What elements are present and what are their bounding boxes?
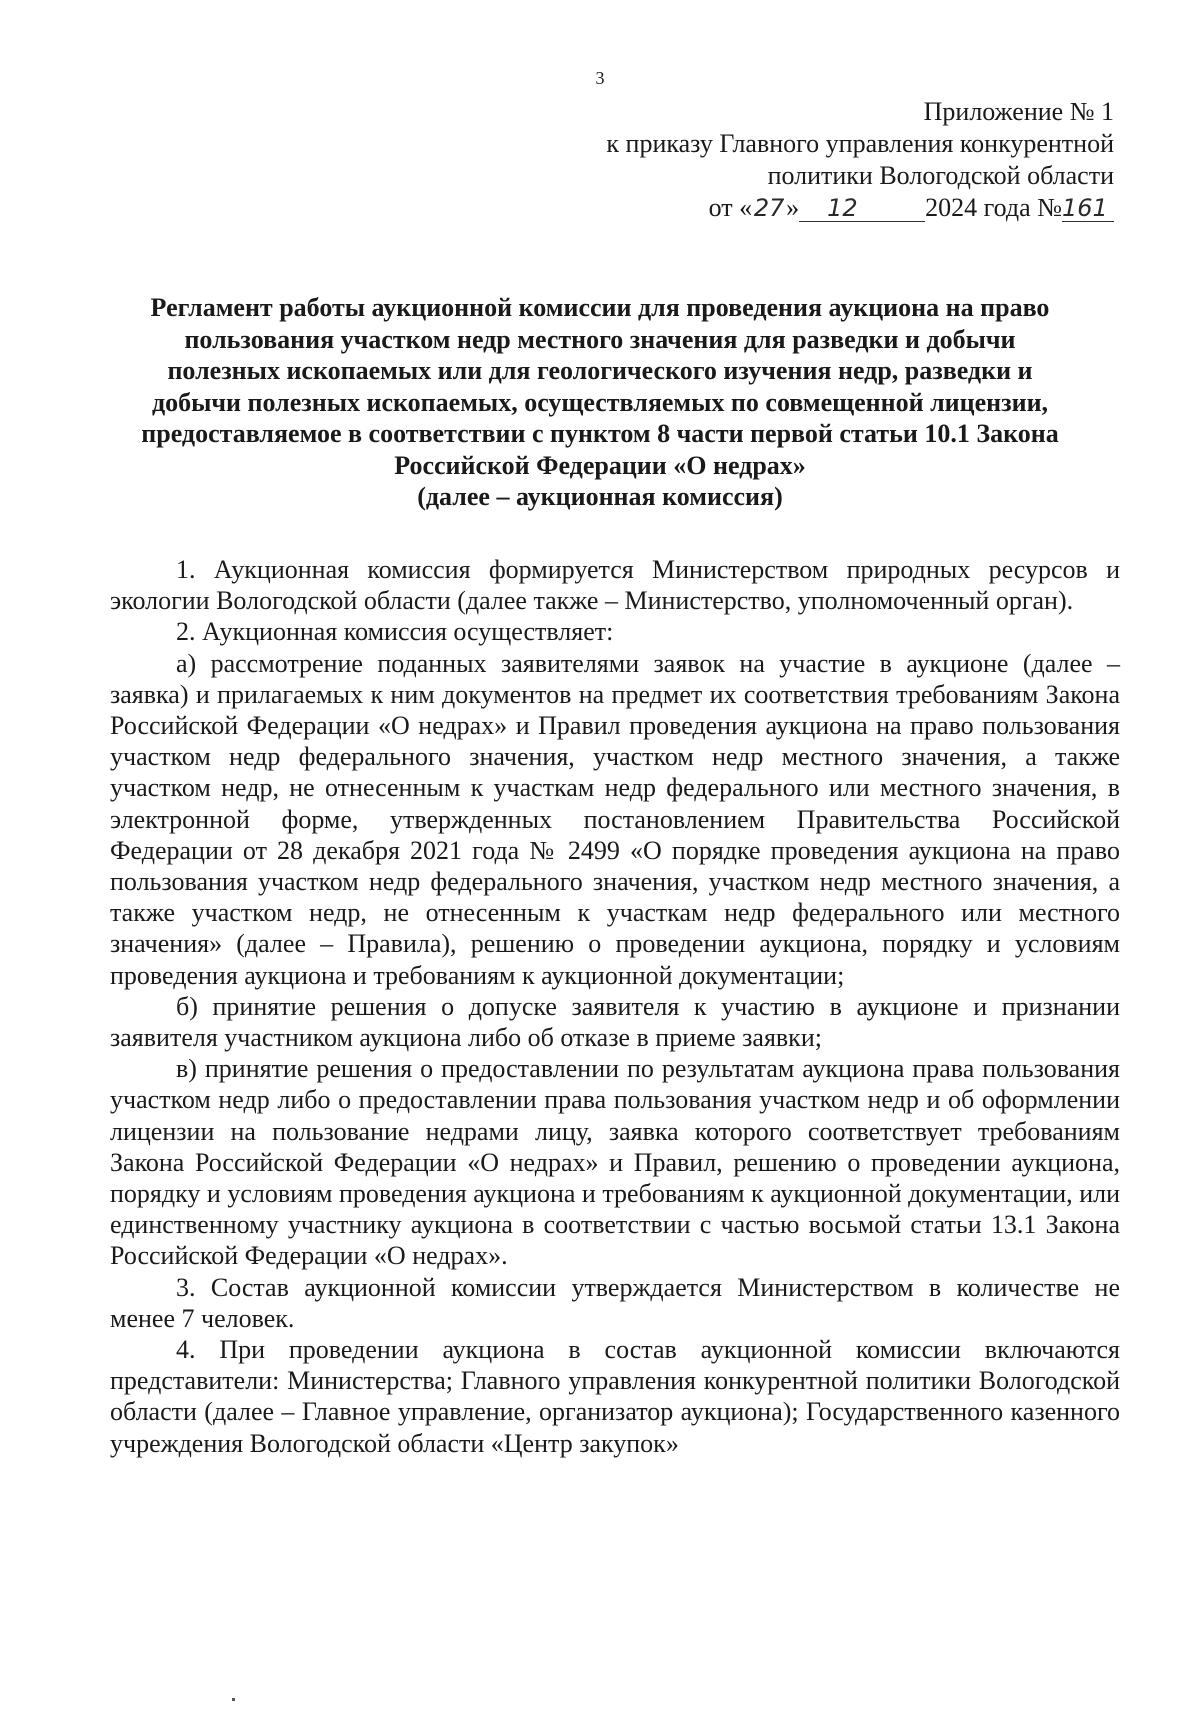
title-line-3: полезных ископаемых или для геологического изучения недр, разведки и	[167, 356, 1033, 385]
date-prefix: от «	[708, 193, 753, 222]
title-line-2: пользования участком недр местного значения для разведки и добычи	[184, 324, 1016, 354]
appendix-header	[494, 96, 1114, 224]
paragraph-2c: в) принятие решения о предоставлении по результатам аукциона права пользования участком недр либо о предоставлении права пользования участком недр и об оформлении лицензии на пользование недрами лицу, заявка которого соответствует требованиям Закона Российской Федерации «О недрах» и Правил, решению о проведении аукциона, порядку и условиям проведения аукциона и требованиям к аукционной документации, или единственному участнику аукциона в соответствии с частью восьмой статьи 13.1 Закона Российской Федерации «О недрах».	[110, 1054, 1120, 1271]
year-text: 2024 года №	[925, 193, 1062, 222]
handwritten-month: 12	[799, 195, 925, 222]
paragraph-2a: а) рассмотрение поданных заявителями заявок на участие в аукционе (далее – заявка) и прилагаемых к ним документов на предмет их соответствия требованиям Закона Российской Федерации «О недрах» и Правил проведения аукциона на право пользования участком недр федерального значения, участком недр местного значения, а также участком недр, не отнесенным к участкам недр федерального или местного значения, в электронной форме, утвержденных постановлением Правительства Российской Федерации от 28 декабря 2021 года № 2499 «О порядке проведения аукциона на право пользования участком недр федерального значения, участком недр местного значения, а также участком недр, не отнесенным к участкам недр федерального или местного значения» (далее – Правила), решению о проведении аукциона, порядку и условиям проведения аукциона и требованиям к аукционной документации;	[110, 648, 1120, 990]
title-line-1: Регламент работы аукционной комиссии для проведения аукциона на право	[150, 293, 1050, 322]
handwritten-day: 27	[753, 194, 785, 222]
document-body	[110, 554, 1120, 1459]
paragraph-3: 3. Состав аукционной комиссии утверждается Министерством в количестве не менее 7 человек.	[110, 1272, 1120, 1333]
page-number: 3	[595, 68, 605, 88]
date-mid: »	[786, 193, 800, 222]
paragraph-4: 4. При проведении аукциона в состав аукционной комиссии включаются представители: Министерства; Главного управления конкурентной политики Вологодской области (далее – Главное управление, организатор аукциона); Государственного казенного учреждения Вологодской области «Центр закупок»	[110, 1335, 1120, 1458]
paragraph-1: 1. Аукционная комиссия формируется Министерством природных ресурсов и экологии Вологодской области (далее также – Министерство, уполномоченный орган).	[110, 555, 1120, 616]
title-line-7: (далее – аукционная комиссия)	[417, 482, 783, 511]
scan-speck	[232, 1698, 235, 1701]
appendix-line-1: Приложение № 1	[923, 97, 1114, 126]
order-date-line	[494, 192, 1114, 224]
document-title	[110, 292, 1090, 513]
paragraph-2: 2. Аукционная комиссия осуществляет:	[176, 617, 614, 647]
appendix-line-2: к приказу Главного управления конкурентной	[606, 129, 1114, 158]
handwritten-order-number: 161	[1062, 195, 1114, 222]
appendix-line-3: политики Вологодской области	[767, 161, 1114, 190]
title-line-6: Российской Федерации «О недрах»	[394, 450, 806, 480]
paragraph-2b: б) принятие решения о допуске заявителя к участию в аукционе и признании заявителя участником аукциона либо об отказе в приеме заявки;	[110, 991, 1120, 1053]
title-line-5: предоставляемое в соответствии с пунктом 8 части первой статьи 10.1 Закона	[141, 419, 1059, 448]
title-line-4: добычи полезных ископаемых, осуществляемых по совмещенной лицензии,	[151, 387, 1049, 417]
